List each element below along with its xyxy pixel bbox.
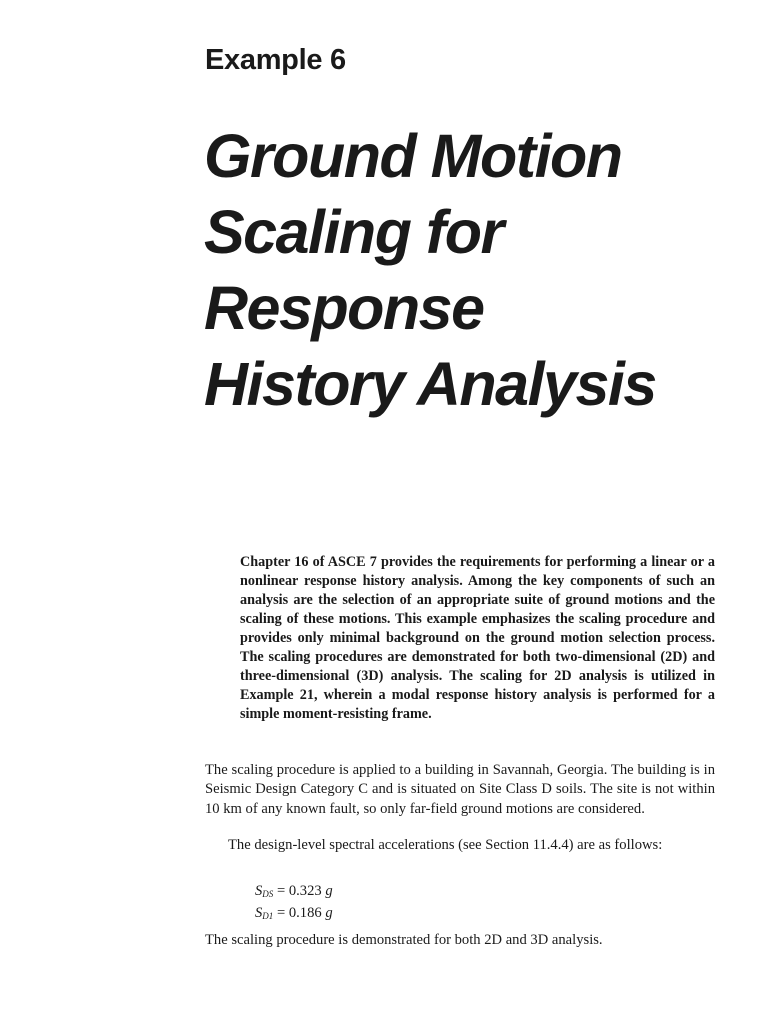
equation-value: = 0.186	[276, 905, 322, 922]
equation-symbol: S	[255, 883, 263, 899]
equation-subscript: D1	[262, 911, 274, 922]
title-line: Ground Motion	[204, 122, 622, 190]
chapter-title	[204, 118, 764, 422]
body-paragraph-1: The scaling procedure is applied to a building in Savannah, Georgia. The building is in Seismic Design Category C and is situated on Site Class D soils. The site is not within 10 km of any known fault, so only far-field ground motions are considered.	[205, 762, 715, 817]
equation-unit: g	[325, 905, 333, 922]
body-paragraph-3: The scaling procedure is demonstrated for both 2D and 3D analysis.	[205, 932, 603, 948]
abstract-paragraph: Chapter 16 of ASCE 7 provides the requirements for performing a linear or a nonlinear response history analysis. Among the key components of such an analysis are the selection of an appropriate suite of ground motions and the scaling of these motions. This example emphasizes the scaling procedure and provides only minimal background on the ground motion selection process. The scaling procedures are demonstrated for both two-dimensional (2D) and three-dimensional (3D) analysis. The scaling for 2D analysis is utilized in Example 21, wherein a modal response history analysis is performed for a simple moment-resisting frame.	[240, 554, 715, 722]
equation-value: = 0.323	[276, 883, 322, 899]
equation-symbol: S	[255, 905, 263, 922]
title-line: History Analysis	[204, 350, 656, 418]
example-label: Example 6	[205, 44, 346, 76]
spectral-acceleration-equations	[255, 882, 333, 927]
equation-sds	[255, 882, 333, 904]
title-line: Response	[204, 274, 484, 342]
equation-subscript: DS	[262, 889, 274, 899]
equation-sd1	[255, 904, 333, 926]
title-line: Scaling for	[204, 198, 503, 266]
equation-unit: g	[325, 883, 333, 899]
body-paragraph-2: The design-level spectral accelerations (see Section 11.4.4) are as follows:	[228, 837, 663, 853]
